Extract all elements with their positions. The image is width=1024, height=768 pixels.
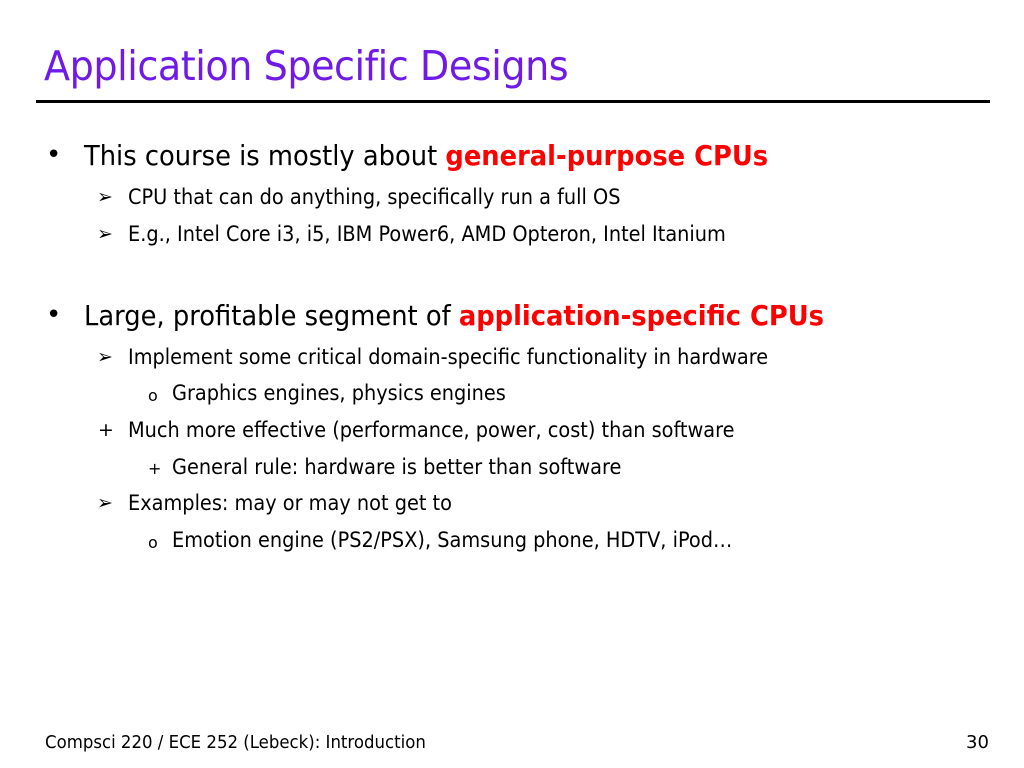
subbullet-examples-cpus: E.g., Intel Core i3, i5, IBM Power6, AMD Opteron, Intel Itanium — [128, 222, 726, 246]
bullet-general-purpose — [84, 139, 768, 172]
plus-bullet-marker: + — [148, 459, 162, 478]
bullet-text: Large, profitable segment of — [84, 299, 459, 332]
bullet-marker: • — [46, 140, 62, 170]
footer-course-label: Compsci 220 / ECE 252 (Lebeck): Introduction — [45, 732, 426, 753]
circle-bullet-marker: o — [148, 386, 158, 405]
bullet-application-specific — [84, 299, 824, 332]
subsubbullet-emotion-engine: Emotion engine (PS2/PSX), Samsung phone, HDTV, iPod… — [172, 528, 733, 552]
bullet-emphasis: general-purpose CPUs — [445, 139, 769, 172]
subbullet-examples-maybe: Examples: may or may not get to — [128, 491, 452, 515]
subsubbullet-general-rule: General rule: hardware is better than software — [172, 455, 622, 479]
subbullet-cpu-anything: CPU that can do anything, specifically run a full OS — [128, 185, 621, 209]
subsubbullet-graphics-engines: Graphics engines, physics engines — [172, 381, 506, 405]
bullet-text: This course is mostly about — [84, 139, 446, 172]
slide-title: Application Specific Designs — [44, 42, 569, 90]
bullet-emphasis: application-specific CPUs — [458, 299, 825, 332]
subbullet-implement-functionality: Implement some critical domain-specific functionality in hardware — [128, 345, 769, 369]
arrow-bullet-marker: ➢ — [97, 186, 113, 208]
arrow-bullet-marker: ➢ — [97, 346, 113, 368]
bullet-marker: • — [46, 300, 62, 330]
circle-bullet-marker: o — [148, 533, 158, 552]
slide-number: 30 — [966, 732, 989, 753]
arrow-bullet-marker: ➢ — [97, 492, 113, 514]
subbullet-more-effective: Much more effective (performance, power, cost) than software — [128, 418, 735, 442]
arrow-bullet-marker: ➢ — [97, 223, 113, 245]
title-underline — [36, 100, 990, 103]
plus-bullet-marker: + — [98, 419, 114, 441]
